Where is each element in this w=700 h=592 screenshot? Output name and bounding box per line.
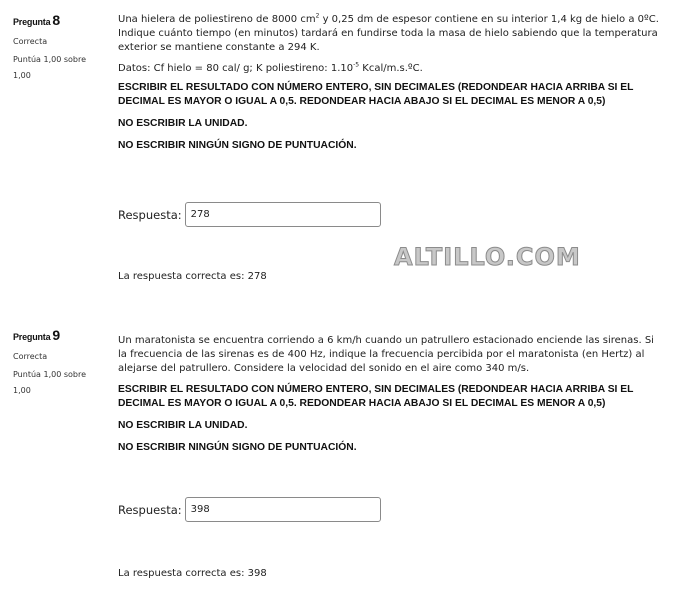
superscript: 2 — [315, 12, 320, 20]
question-state: Correcta — [13, 37, 48, 46]
correct-answer-feedback: La respuesta correcta es: 398 — [118, 568, 267, 579]
question-number — [13, 12, 108, 28]
answer-input[interactable] — [185, 497, 381, 522]
data-text-part: Kcal/m.s.ºC. — [359, 63, 423, 74]
question-label: Pregunta — [13, 17, 51, 27]
question-state: Correcta — [13, 352, 48, 361]
question-content — [118, 334, 666, 455]
question-data — [118, 63, 666, 74]
question-text-part: Una hielera de poliestireno de 8000 cm — [118, 14, 316, 25]
question-text: Un maratonista se encuentra corriendo a 6 km/h cuando un patrullero estacionado enciende las sirenas. Si la frecuencia de las sirenas es de 400 Hz, indique la frecuencia percibida por el maratonista (en Hertz) al alejarse del patrullero. Considere la velocidad del sonido en el aire como 340 m/s. — [118, 335, 654, 374]
answer-label: Respuesta: — [118, 502, 182, 517]
question-grade: Puntúa 1,00 sobre 1,00 — [13, 370, 87, 395]
superscript: -5 — [353, 61, 360, 69]
answer-row — [118, 497, 381, 522]
question-text-part: y 0,25 dm de espesor contiene en su interior 1,4 kg de hielo a 0ºC. Indique cuánto tiempo (en minutos) tardará en fundirse toda la masa de hielo sabiendo que la temperatura exterior se mantiene constante a 294 K. — [118, 14, 659, 53]
instruction-rounding: ESCRIBIR EL RESULTADO CON NÚMERO ENTERO, SIN DECIMALES (REDONDEAR HACIA ARRIBA SI EL DECIMAL ES MAYOR O IGUAL A 0,5. REDONDEAR HACIA ABAJO SI EL DECIMAL ES MENOR A 0,5) — [118, 384, 634, 409]
instruction-no-punctuation: NO ESCRIBIR NINGÚN SIGNO DE PUNTUACIÓN. — [118, 140, 357, 151]
question-number-value: 8 — [52, 12, 60, 28]
instruction-no-unit: NO ESCRIBIR LA UNIDAD. — [118, 118, 248, 129]
question-info — [13, 12, 108, 84]
correct-answer-feedback: La respuesta correcta es: 278 — [118, 271, 267, 282]
question-content — [118, 13, 666, 153]
answer-input[interactable] — [185, 202, 381, 227]
question-number-value: 9 — [52, 327, 60, 343]
instruction-no-unit: NO ESCRIBIR LA UNIDAD. — [118, 420, 248, 431]
data-text-part: Datos: Cf hielo = 80 cal/ g; K poliestireno: 1.10 — [118, 63, 354, 74]
answer-label: Respuesta: — [118, 207, 182, 222]
answer-row — [118, 202, 381, 227]
question-text — [118, 13, 666, 55]
watermark-logo: ALTILLO.COM — [394, 243, 581, 271]
instruction-no-punctuation: NO ESCRIBIR NINGÚN SIGNO DE PUNTUACIÓN. — [118, 442, 357, 453]
question-info — [13, 327, 108, 399]
question-label: Pregunta — [13, 332, 51, 342]
instruction-rounding: ESCRIBIR EL RESULTADO CON NÚMERO ENTERO, SIN DECIMALES (REDONDEAR HACIA ARRIBA SI EL DECIMAL ES MAYOR O IGUAL A 0,5. REDONDEAR HACIA ABAJO SI EL DECIMAL ES MENOR A 0,5) — [118, 82, 634, 107]
question-grade: Puntúa 1,00 sobre 1,00 — [13, 55, 87, 80]
question-number — [13, 327, 108, 343]
